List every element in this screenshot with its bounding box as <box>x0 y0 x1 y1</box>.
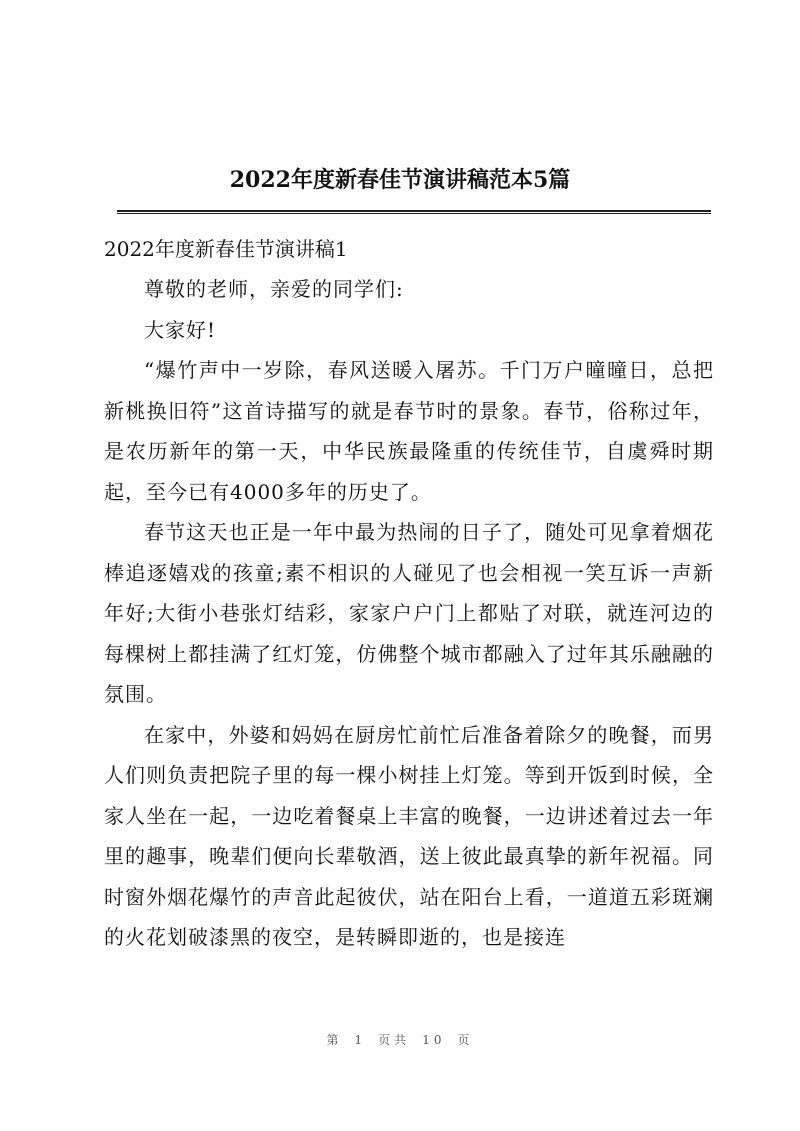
footer-mid: 页共 <box>378 1033 411 1047</box>
footer-current-page: 1 <box>354 1033 367 1047</box>
paragraph-greeting: 大家好! <box>144 317 217 342</box>
section-heading: 2022年度新春佳节演讲稿1 <box>104 237 348 261</box>
document-title: 2022年度新春佳节演讲稿范本5篇 <box>229 167 571 193</box>
footer-prefix: 第 <box>326 1033 343 1047</box>
document-body <box>104 229 714 958</box>
title-divider <box>117 210 711 214</box>
paragraph-salutation: 尊敬的老师，亲爱的同学们: <box>144 277 404 301</box>
footer-suffix: 页 <box>457 1033 474 1047</box>
paragraph-festival-scene: 春节这天也正是一年中最为热闹的日子了，随处可见拿着烟花棒追逐嬉戏的孩童;素不相识的人碰见了也会相视一笑互诉一声新年好;大街小巷张灯结彩，家家户户门上都贴了对联，就连河边的每棵树上都挂满了红灯笼，仿佛整个城市都融入了过年其乐融融的氛围。 <box>104 520 714 706</box>
paragraph-family-dinner: 在家中，外婆和妈妈在厨房忙前忙后准备着除夕的晚餐，而男人们则负责把院子里的每一棵小树挂上灯笼。等到开饭到时候，全家人坐在一起，一边吃着餐桌上丰富的晚餐，一边讲述着过去一年里的趣事，晚辈们便向长辈敬酒，送上彼此最真挚的新年祝福。同时窗外烟花爆竹的声音此起彼伏，站在阳台上看，一道道五彩斑斓的火花划破漆黑的夜空，是转瞬即逝的，也是接连 <box>104 722 714 949</box>
paragraph-poem-intro: “爆竹声中一岁除，春风送暖入屠苏。千门万户曈曈日，总把新桃换旧符”这首诗描写的就是春节时的景象。春节，俗称过年，是农历新年的第一天，中华民族最隆重的传统佳节，自虞舜时期起，至今已有4000多年的历史了。 <box>104 358 714 504</box>
footer-total-pages: 10 <box>422 1033 446 1047</box>
page-footer <box>0 1030 800 1050</box>
